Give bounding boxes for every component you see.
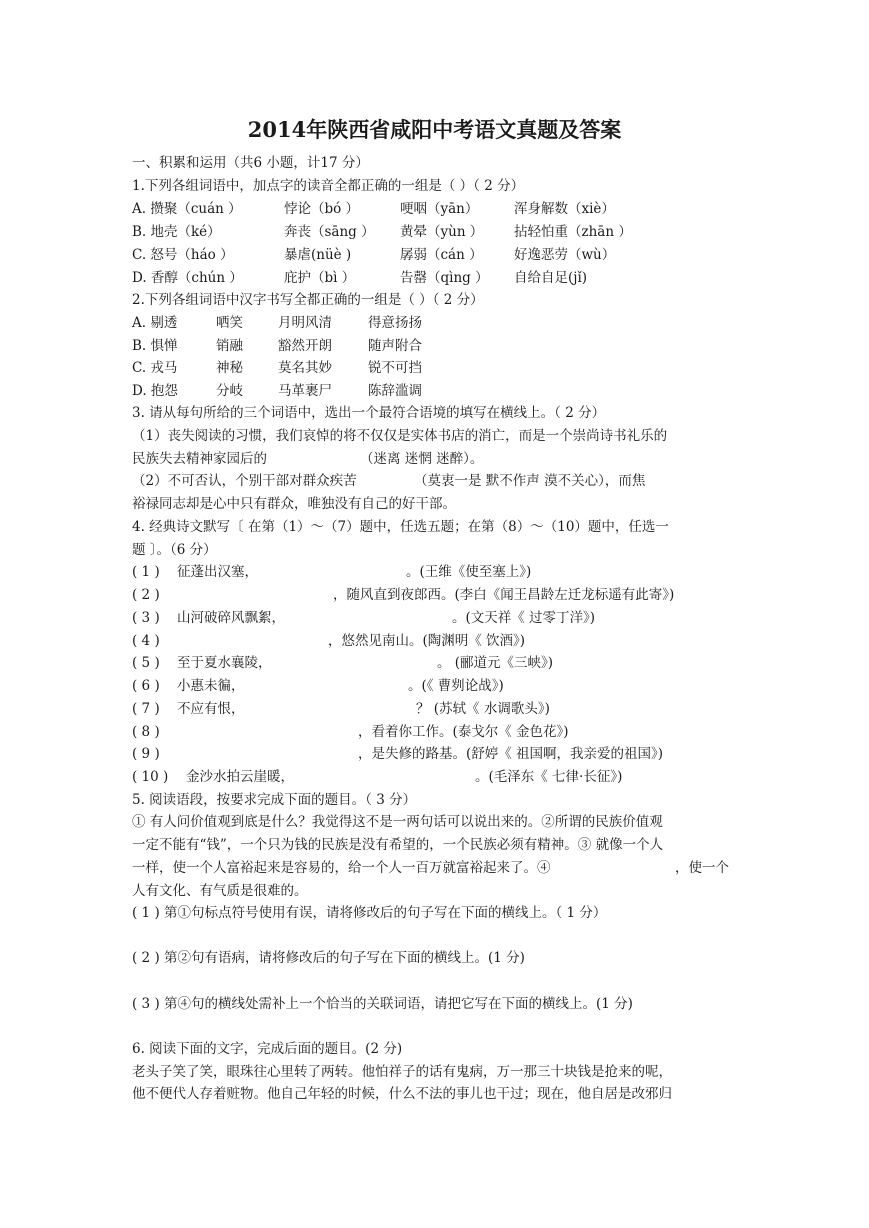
recitation-item: ( 5 ) 至于夏水襄陵， 。 (郦道元《三峡》) <box>132 655 554 671</box>
question-5-passage-line: 人有文化、有气质是很难的。 <box>132 883 308 899</box>
question-3-item-1-line-2: 民族失去精神家园后的 （迷离 迷惘 迷醉）。 <box>132 451 484 467</box>
question-5-stem: 5. 阅读语段，按要求完成下面的题目。（ 3 分） <box>132 792 417 808</box>
question-5-sub-1: ( 1 ) 第①句标点符号使用有误，请将修改后的句子写在下面的横线上。（ 1 分） <box>132 905 607 921</box>
recitation-item: ( 10 ) 金沙水拍云崖暖， 。(毛泽东《 七律·长征》) <box>132 769 623 785</box>
question-2-option-b: B. 惧惮 销融 豁然开朗 随声附合 <box>132 338 422 354</box>
recitation-item: ( 2 ) ，随风直到夜郎西。(李白《闻王昌龄左迁龙标遥有此寄》) <box>132 587 675 603</box>
question-6-stem: 6. 阅读下面的文字，完成后面的题目。(2 分) <box>132 1041 403 1057</box>
recitation-item: ( 3 ) 山河破碎风飘絮， 。(文天祥《 过零丁洋》) <box>132 610 596 626</box>
question-1-option-a: A. 攒聚（cuán ） 悖论（bó ） 哽咽（yān） 浑身解数（xiè） <box>132 201 615 217</box>
question-1-option-c: C. 怒号（háo ） 暴虐(nüè ) 孱弱（cán ） 好逸恶劳（wù） <box>132 247 616 263</box>
question-2-option-c: C. 戎马 神秘 莫名其妙 锐不可挡 <box>132 360 422 376</box>
question-3-item-1-line-1: （1）丧失阅读的习惯，我们哀悼的将不仅仅是实体书店的消亡，而是一个崇尚诗书礼乐的 <box>132 428 668 444</box>
question-2-option-a: A. 剔透 哂笑 月明风清 得意扬扬 <box>132 315 422 331</box>
recitation-item: ( 6 ) 小惠未徧， 。(《 曹刿论战》) <box>132 678 504 694</box>
document-title: 2014年陕西省咸阳中考语文真题及答案 <box>247 117 622 142</box>
question-5-sub-3: ( 3 ) 第④句的横线处需补上一个恰当的关联词语，请把它写在下面的横线上。(1 分) <box>132 996 633 1012</box>
question-4-stem-cont: 题 〕。（6 分） <box>132 542 217 558</box>
recitation-item: ( 9 ) ，是失修的路基。(舒婷《 祖国啊，我亲爱的祖国》) <box>132 746 664 762</box>
recitation-item: ( 1 ) 征蓬出汉塞， 。(王维《使至塞上》) <box>132 564 532 580</box>
recitation-item: ( 4 ) ，悠然见南山。(陶渊明《 饮酒》) <box>132 633 526 649</box>
question-3-item-2-line-1: （2）不可否认，个别干部对群众疾苦 （莫衷一是 默不作声 漠不关心），而焦 <box>132 473 646 489</box>
question-4-stem: 4. 经典诗文默写〔 在第（1）～（7）题中，任选五题；在第（8）～（10）题中，任选一 <box>132 519 669 535</box>
question-1-stem: 1.下列各组词语中，加点字的读音全都正确的一组是（ ）（ 2 分） <box>132 178 525 194</box>
question-1-option-d: D. 香醇（chún ） 庇护（bì ） 告罄（qìng ） 自给自足(jǐ) <box>132 270 588 286</box>
recitation-item: ( 7 ) 不应有恨， ？ (苏轼《 水调歌头》) <box>132 701 550 717</box>
question-5-passage-line: 一样，使一个人富裕起来是容易的，给一个人一百万就富裕起来了。④ ，使一个 <box>132 860 729 876</box>
question-5-passage-line: 一定不能有“钱”，一个只为钱的民族是没有希望的，一个民族必须有精神。③ 就像一个人 <box>132 837 664 853</box>
section-heading: 一、积累和运用（共6 小题，计17 分） <box>132 155 369 171</box>
question-6-passage-line: 老头子笑了笑，眼珠往心里转了两转。他怕祥子的话有鬼病，万一那三十块钱是抢来的呢， <box>132 1064 672 1080</box>
question-5-passage-line: ① 有人问价值观到底是什么？我觉得这不是一两句话可以说出来的。②所谓的民族价值观 <box>132 814 663 830</box>
question-2-stem: 2.下列各组词语中汉字书写全都正确的一组是（ ）（ 2 分） <box>132 292 484 308</box>
question-3-stem: 3. 请从每句所给的三个词语中，选出一个最符合语境的填写在横线上。（ 2 分） <box>132 405 606 421</box>
question-6-passage-line: 他不便代人存着赃物。他自己年轻的时候，什么不法的事儿也干过；现在，他自居是改邪归 <box>132 1086 672 1102</box>
question-2-option-d: D. 抱怨 分岐 马革裹尸 陈辞滥调 <box>132 383 422 399</box>
question-3-item-2-line-2: 裕禄同志却是心中只有群众，唯独没有自己的好干部。 <box>132 496 456 512</box>
question-5-sub-2: ( 2 ) 第②句有语病，请将修改后的句子写在下面的横线上。(1 分) <box>132 950 525 966</box>
recitation-item: ( 8 ) ，看着你工作。(泰戈尔《 金色花》) <box>132 724 569 740</box>
question-1-option-b: B. 地壳（ké） 奔丧（sāng ） 黄晕（yùn ） 拈轻怕重（zhān ） <box>132 224 632 240</box>
